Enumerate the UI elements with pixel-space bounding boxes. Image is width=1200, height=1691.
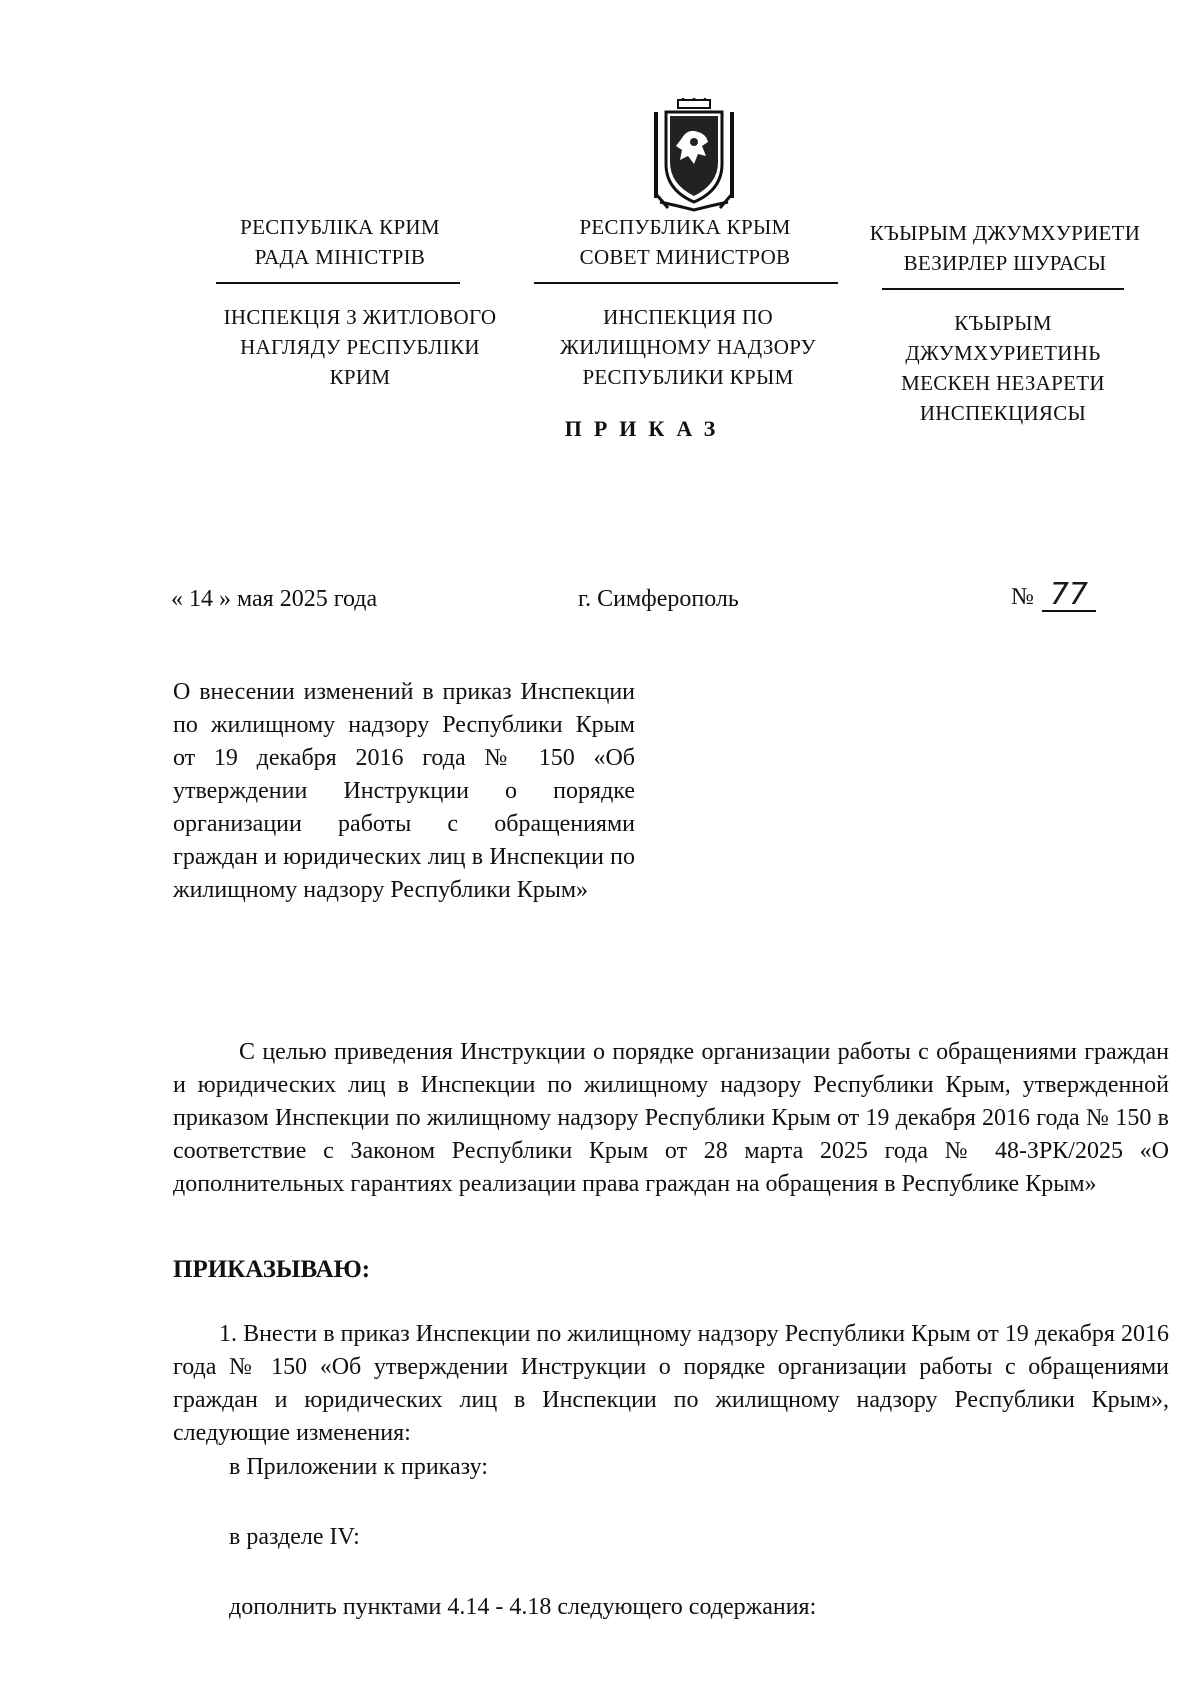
document-subject: О внесении изменений в приказ Инспекции по жилищному надзору Республики Крым от 19 декабря 2016 года № 150 «Об утверждении Инструкции о порядке организации работы с обращениями граждан и юридических лиц в Инспекции по жилищному надзору Республики Крым»	[173, 679, 635, 903]
document-city: г. Симферополь	[578, 586, 739, 612]
header-crh-government	[862, 218, 1148, 278]
addition-line: дополнить пунктами 4.14 - 4.18 следующего содержания:	[229, 1594, 817, 1620]
header-crh-org: КЪЫРЫМ ДЖУМХУРИЕТИНЬ МЕСКЕН НЕЗАРЕТИ ИНСПЕКЦИЯСЫ	[901, 311, 1105, 425]
header-crh-line2: ВЕЗИРЛЕР ШУРАСЫ	[903, 251, 1107, 275]
header-ru-government	[532, 212, 838, 272]
header-crh-line1: КЪЫРЫМ ДЖУМХУРИЕТИ	[869, 221, 1141, 245]
document-number	[1011, 577, 1096, 612]
number-value-handwritten: 77	[1042, 580, 1096, 612]
coat-of-arms-icon	[648, 98, 740, 214]
header-crh-rule	[882, 288, 1124, 290]
number-sign: №	[1011, 584, 1034, 610]
preamble-paragraph: С целью приведения Инструкции о порядке организации работы с обращениями граждан и юридических лиц в Инспекции по жилищному надзору Республики Крым, утвержденной приказом Инспекции по жилищному надзору Республики Крым от 19 декабря 2016 года № 150 в соответствие с Законом Республики Крым от 28 марта 2025 года № 48-ЗРК/2025 «О дополнительных гарантиях реализации права граждан на обращения в Республике Крым»	[173, 1039, 1169, 1197]
header-ua-line2: РАДА МІНІСТРІВ	[254, 245, 426, 269]
header-ru-line2: СОВЕТ МИНИСТРОВ	[579, 245, 791, 269]
header-ua-rule	[216, 282, 460, 284]
header-ru-org: ИНСПЕКЦИЯ ПО ЖИЛИЩНОМУ НАДЗОРУ РЕСПУБЛИКИ КРЫМ	[560, 305, 816, 389]
section-line: в разделе IV:	[229, 1524, 360, 1550]
order-heading: ПРИКАЗЫВАЮ:	[173, 1256, 371, 1283]
document-date: « 14 » мая 2025 года	[171, 586, 378, 612]
header-ru-rule	[534, 282, 838, 284]
header-ua-org: ІНСПЕКЦІЯ З ЖИТЛОВОГО НАГЛЯДУ РЕСПУБЛІКИ КРИМ	[223, 305, 497, 389]
header-ua-government	[220, 212, 460, 272]
header-ua-line1: РЕСПУБЛІКА КРИМ	[240, 215, 440, 239]
appendix-line: в Приложении к приказу:	[229, 1454, 488, 1480]
header-ru-line1: РЕСПУБЛИКА КРЫМ	[579, 215, 791, 239]
order-item-1: 1. Внести в приказ Инспекции по жилищному надзору Республики Крым от 19 декабря 2016 года № 150 «Об утверждении Инструкции о порядке организации работы с обращениями граждан и юридических лиц в Инспекции по жилищному надзору Республики Крым», следующие изменения:	[173, 1321, 1169, 1446]
document-type-title: ПРИКАЗ	[564, 416, 728, 441]
